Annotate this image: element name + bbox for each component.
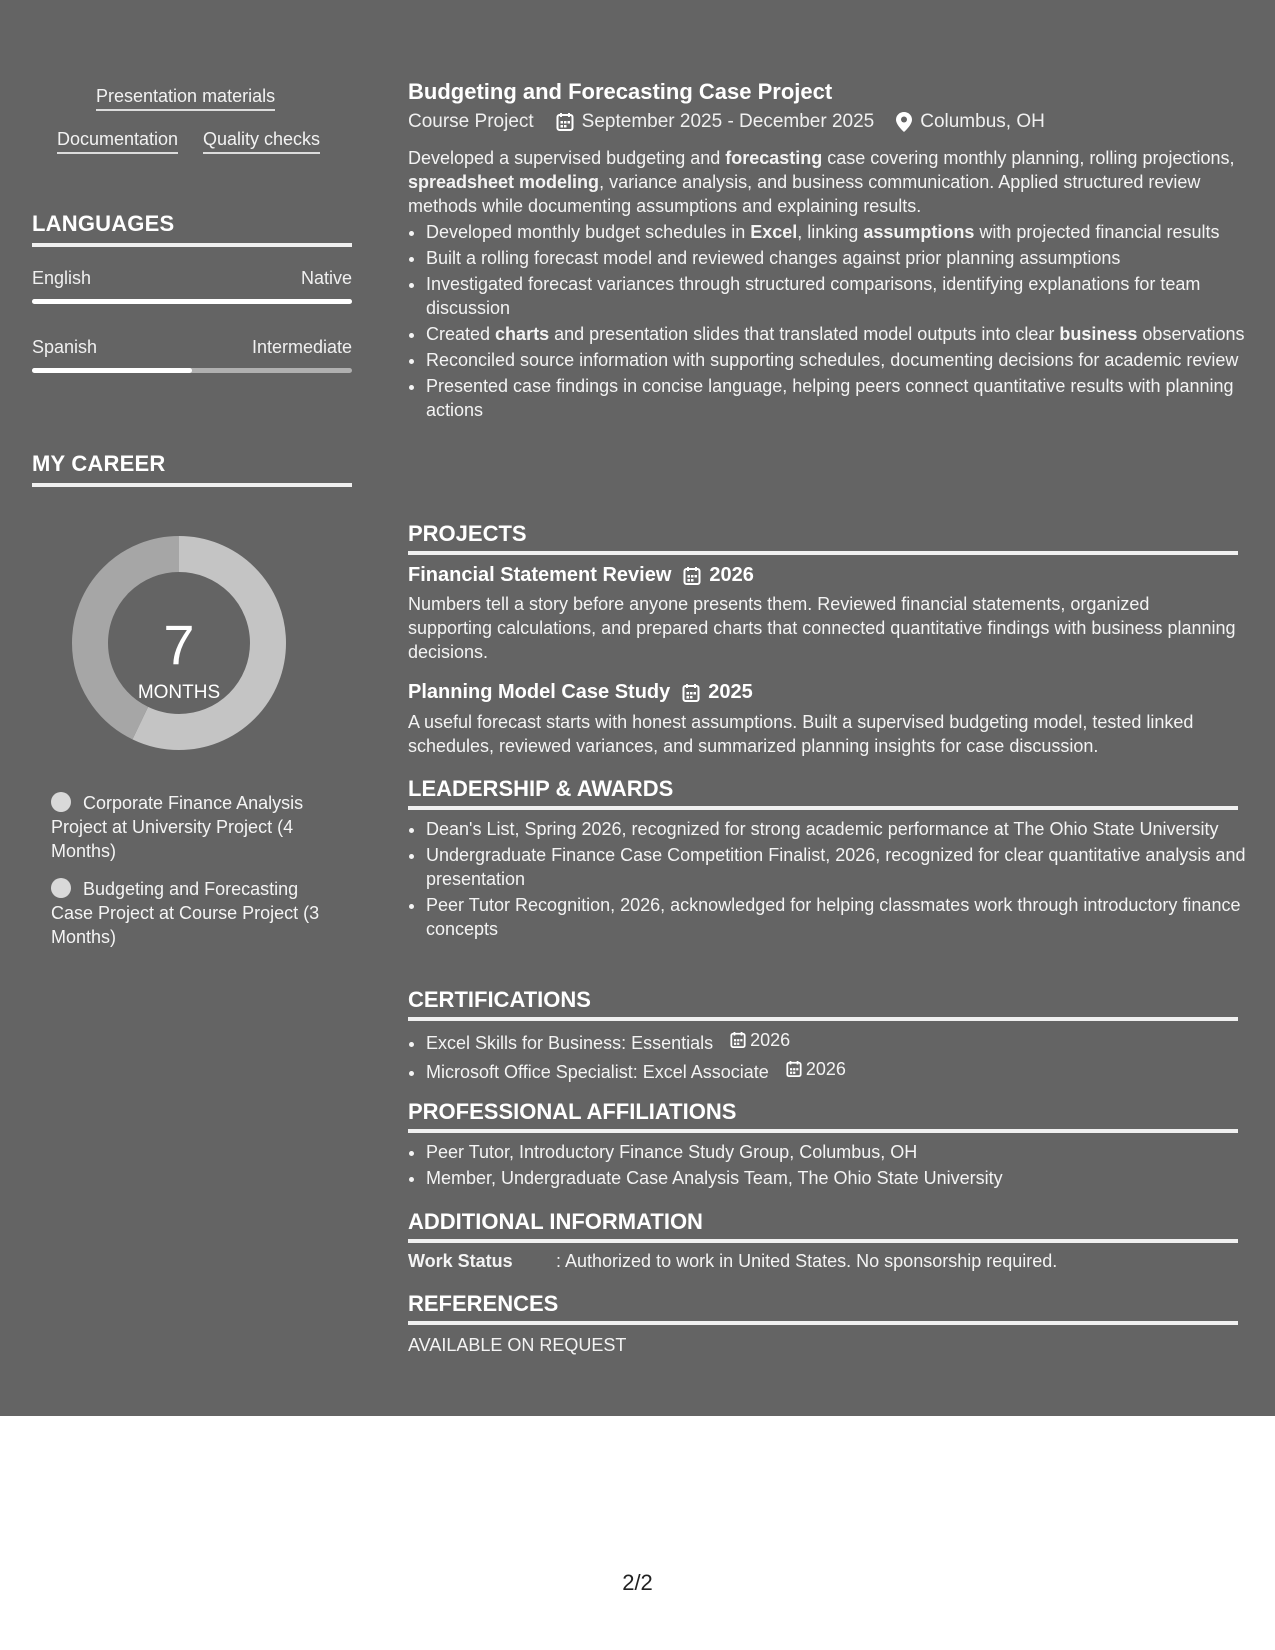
location-pin-icon — [896, 112, 912, 132]
language-proficiency-bar — [32, 368, 352, 373]
career-heading: MY CAREER — [32, 451, 352, 487]
certifications-list — [408, 1028, 1256, 1086]
awards-heading: LEADERSHIP & AWARDS — [408, 776, 1238, 810]
project-description: Numbers tell a story before anyone presents them. Reviewed financial statements, organized supporting calculations, and prepared charts that connected quantitative findings with business planning decisions. — [408, 594, 1236, 662]
affiliation-item: • Peer Tutor, Introductory Finance Study Group, Columbus, OH — [426, 1140, 1256, 1164]
awards-list — [408, 817, 1256, 943]
career-legend-item — [51, 791, 321, 863]
career-legend-item — [51, 877, 321, 949]
references-text: AVAILABLE ON REQUEST — [408, 1335, 627, 1355]
skill-tag: Presentation materials — [96, 86, 275, 111]
project-title-row — [408, 681, 753, 704]
certification-item — [426, 1057, 1256, 1084]
language-name: Spanish — [32, 337, 98, 357]
skill-tag: Documentation — [57, 129, 178, 154]
certifications-heading: CERTIFICATIONS — [408, 987, 1238, 1021]
experience-bullet: • Reconciled source information with supporting schedules, documenting decisions for academic review — [426, 348, 1256, 372]
certification-item — [426, 1028, 1256, 1055]
experience-bullet: • Created charts and presentation slides that translated model outputs into clear business observations — [426, 322, 1256, 346]
calendar-icon — [683, 566, 701, 586]
career-total-number: 7 — [163, 613, 195, 676]
references-heading: REFERENCES — [408, 1291, 1238, 1325]
experience-location: Columbus, OH — [920, 111, 1045, 132]
page-number: 2/2 — [622, 1570, 653, 1595]
award-item: • Peer Tutor Recognition, 2026, acknowledged for helping classmates work through introductory finance concepts — [426, 893, 1256, 941]
language-name: English — [32, 268, 92, 288]
project-title-row — [408, 564, 754, 587]
experience-title: Budgeting and Forecasting Case Project — [408, 79, 833, 104]
award-item: • Undergraduate Finance Case Competition Finalist, 2026, recognized for clear quantitative analysis and presentation — [426, 843, 1256, 891]
legend-dot — [51, 878, 71, 898]
work-status-row — [408, 1251, 1057, 1272]
projects-heading: PROJECTS — [408, 521, 1238, 555]
experience-dates: September 2025 - December 2025 — [581, 111, 875, 132]
certification-name: Excel Skills for Business: Essentials — [426, 1033, 714, 1053]
career-total-unit: MONTHS — [137, 682, 221, 703]
language-row — [32, 337, 352, 358]
language-proficiency-bar — [32, 299, 352, 304]
experience-bullet: • Investigated forecast variances through structured comparisons, identifying explanations for team discussion — [426, 272, 1256, 320]
career-item-text: Budgeting and Forecasting Case Project at Course Project (3 Months) — [51, 879, 320, 947]
affiliation-item: • Member, Undergraduate Case Analysis Team, The Ohio State University — [426, 1166, 1256, 1190]
project-year: 2025 — [708, 681, 753, 703]
work-status-value: : Authorized to work in United States. No sponsorship required. — [556, 1251, 1058, 1271]
career-donut-chart — [66, 530, 292, 756]
project-title: Planning Model Case Study — [408, 681, 671, 703]
award-item: • Dean's List, Spring 2026, recognized for strong academic performance at The Ohio State University — [426, 817, 1256, 841]
calendar-icon — [556, 112, 574, 132]
certification-year: 2026 — [750, 1030, 791, 1050]
language-proficiency-fill — [32, 368, 192, 373]
language-level: Intermediate — [251, 337, 352, 357]
certification-date — [730, 1028, 790, 1052]
experience-bullet: • Developed monthly budget schedules in Excel, linking assumptions with projected financial results — [426, 220, 1256, 244]
calendar-icon — [682, 683, 700, 703]
certification-year: 2026 — [805, 1059, 846, 1079]
language-level: Native — [300, 268, 352, 288]
affiliations-heading: PROFESSIONAL AFFILIATIONS — [408, 1099, 1238, 1133]
skill-tag: Quality checks — [203, 129, 320, 154]
experience-meta — [408, 111, 1045, 133]
experience-bullet: • Presented case findings in concise language, helping peers connect quantitative results with planning actions — [426, 374, 1256, 422]
legend-dot — [51, 792, 71, 812]
affiliations-list — [408, 1140, 1256, 1192]
work-status-label: Work Status — [408, 1251, 513, 1271]
certification-name: Microsoft Office Specialist: Excel Associate — [426, 1062, 769, 1082]
project-title: Financial Statement Review — [408, 564, 672, 586]
project-year: 2026 — [709, 564, 754, 586]
language-row — [32, 268, 352, 289]
experience-bullet: • Built a rolling forecast model and reviewed changes against prior planning assumptions — [426, 246, 1256, 270]
experience-summary: Developed a supervised budgeting and forecasting case covering monthly planning, rolling projections, spreadsheet modeling, variance analysis, and business communication. Applied structured review methods while documenting assumptions and explaining results. — [408, 148, 1235, 216]
project-description: A useful forecast starts with honest assumptions. Built a supervised budgeting model, tested linked schedules, reviewed variances, and summarized planning insights for case discussion. — [408, 712, 1194, 756]
experience-bullets — [408, 220, 1256, 424]
additional-info-heading: ADDITIONAL INFORMATION — [408, 1209, 1238, 1243]
languages-heading: LANGUAGES — [32, 211, 352, 247]
experience-org: Course Project — [408, 111, 534, 132]
certification-date — [786, 1057, 846, 1081]
language-proficiency-fill — [32, 299, 352, 304]
career-item-text: Corporate Finance Analysis Project at University Project (4 Months) — [51, 793, 304, 861]
calendar-icon — [786, 1060, 802, 1078]
calendar-icon — [730, 1031, 746, 1049]
